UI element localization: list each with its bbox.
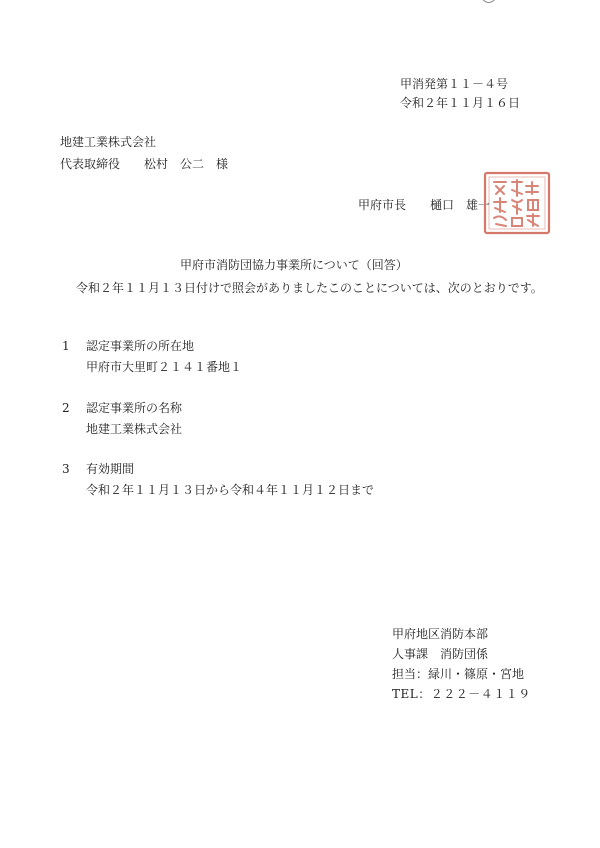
contact-organization: 甲府地区消防本部: [392, 627, 489, 641]
official-seal-stamp: [482, 170, 552, 236]
contact-department: 人事課 消防団係: [392, 647, 489, 661]
item-value: 地建工業株式会社: [86, 422, 183, 436]
contact-phone: TEL：２２２－４１１９: [392, 687, 531, 701]
item-heading: 有効期間: [86, 462, 135, 476]
contact-staff: 担当：緑川・篠原・宮地: [392, 667, 525, 681]
recipient-person: 代表取締役 松村 公二 様: [60, 157, 229, 171]
scan-mark: [478, 0, 498, 8]
document-number: 甲消発第１１－４号: [400, 77, 509, 91]
item-heading: 認定事業所の所在地: [86, 339, 195, 353]
item-number: 1: [62, 339, 70, 353]
item-number: 3: [62, 462, 70, 476]
recipient-company: 地建工業株式会社: [60, 135, 157, 149]
document-date: 令和２年１１月１６日: [400, 96, 521, 110]
item-number: 2: [62, 401, 70, 415]
subject-title: 甲府市消防団協力事業所について（回答）: [180, 258, 408, 272]
body-text: 令和２年１１月１３日付けで照会がありましたこのことについては、次のとおりです。: [76, 281, 543, 295]
sender-name: 甲府市長 樋口 雄一: [358, 198, 491, 212]
item-value: 甲府市大里町２１４１番地１: [86, 360, 243, 374]
item-heading: 認定事業所の名称: [86, 401, 183, 415]
item-value: 令和２年１１月１３日から令和４年１１月１２日まで: [86, 483, 375, 497]
